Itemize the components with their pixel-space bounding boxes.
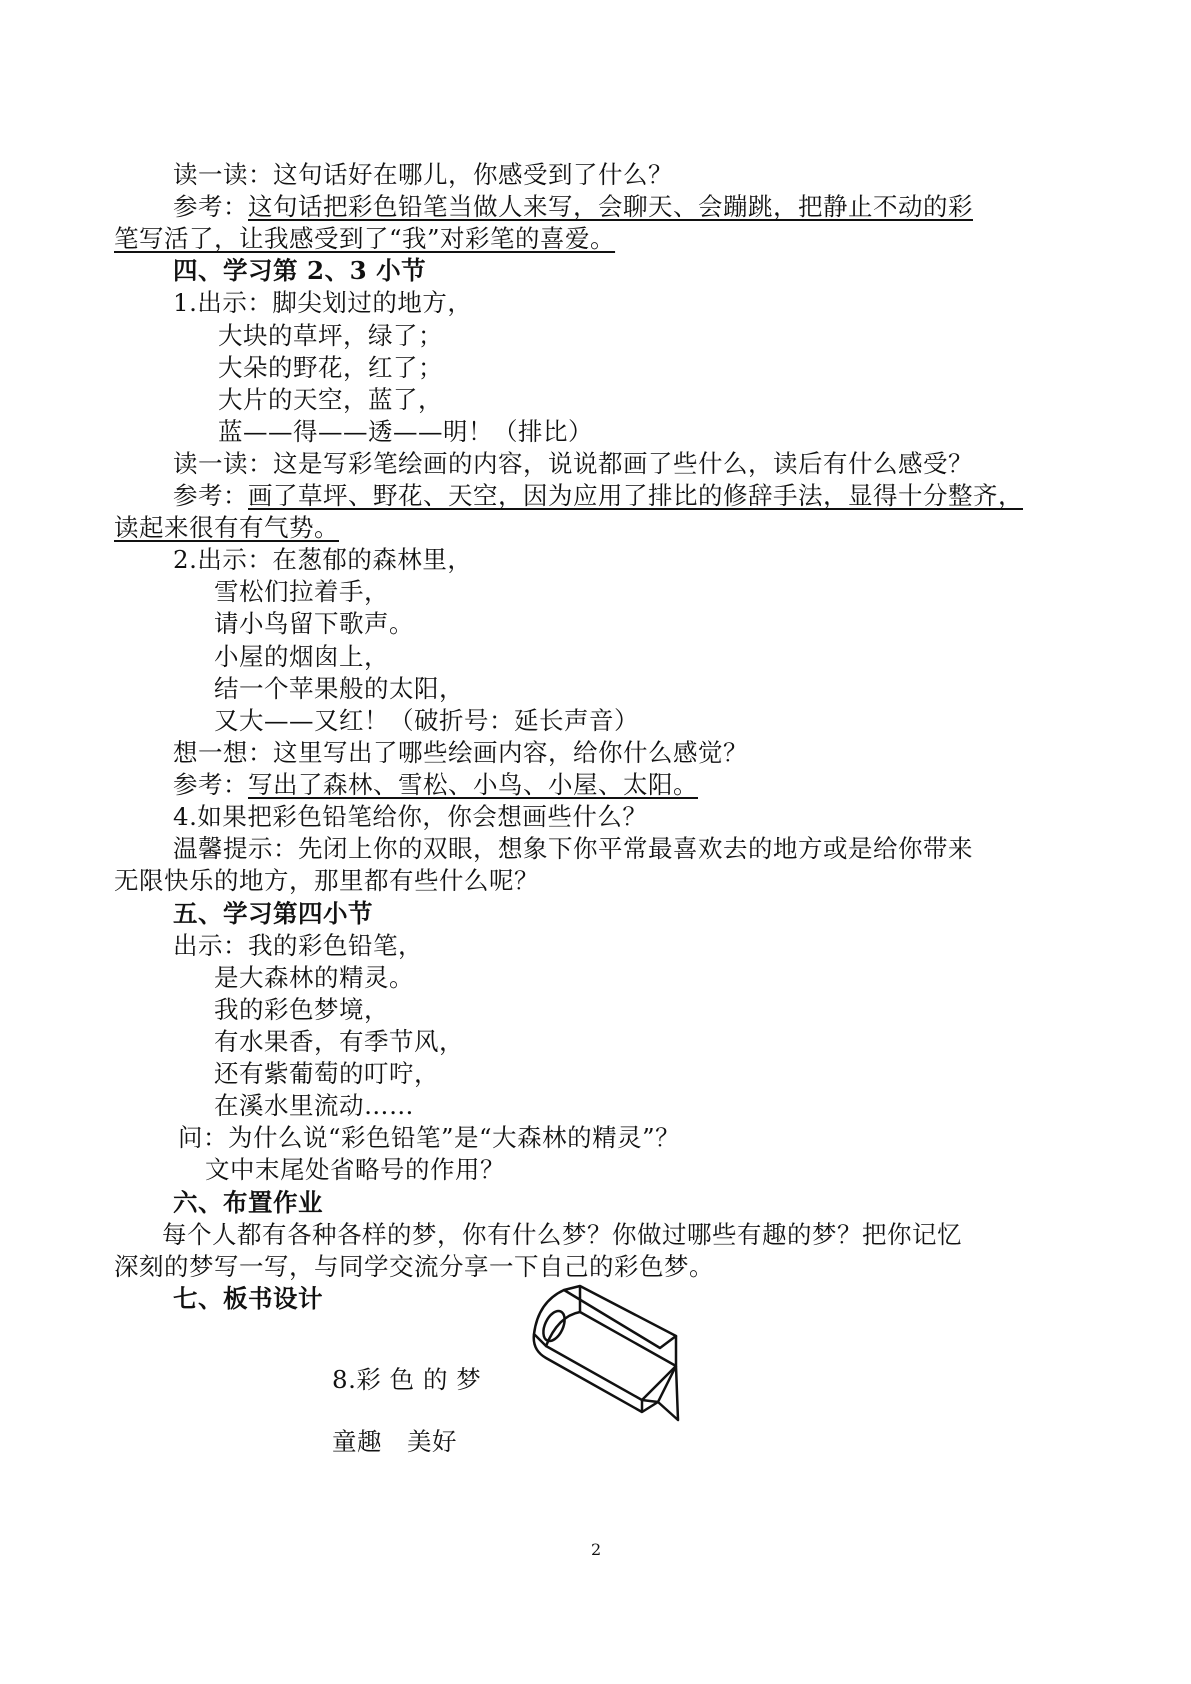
line-homework: 每个人都有各种各样的梦，你有什么梦？你做过哪些有趣的梦？把你记忆: [162, 1220, 962, 1249]
ref-answer: 写出了森林、雪松、小鸟、小屋、太阳。: [248, 770, 698, 799]
line-ask-cont: 文中末尾处省略号的作用？: [205, 1155, 505, 1184]
poem-line: 我的彩色梦境，: [214, 995, 389, 1024]
line-ask: 问：为什么说“彩色铅笔”是“大森林的精灵”？: [178, 1123, 681, 1152]
ref-label: 参考：: [173, 481, 248, 510]
pencil-icon: [528, 1282, 698, 1422]
line-ref-1-cont: 笔写活了，让我感受到了“我”对彩笔的喜爱。: [114, 224, 616, 253]
poem-line: 雪松们拉着手，: [214, 577, 389, 606]
line-ref-1: [173, 190, 973, 224]
poem-line: 结一个苹果般的太阳，: [214, 674, 464, 703]
section-heading-6: 六、布置作业: [173, 1188, 323, 1217]
board-keywords: 童趣 美好: [332, 1427, 457, 1456]
line-ref-3: [173, 768, 698, 802]
poem-line: 大块的草坪，绿了；: [218, 321, 443, 350]
line-show-3: 出示：我的彩色铅笔，: [173, 931, 423, 960]
ref-answer: 画了草坪、野花、天空，因为应用了排比的修辞手法，显得十分整齐，: [248, 481, 1023, 510]
poem-line: 小屋的烟囱上，: [214, 642, 389, 671]
line-show-1: 1.出示：脚尖划过的地方，: [173, 288, 473, 317]
poem-line: 又大——又红！（破折号：延长声音）: [214, 706, 639, 735]
poem-line: 还有紫葡萄的叮咛，: [214, 1059, 439, 1088]
line-read-1: 读一读：这句话好在哪儿，你感受到了什么？: [173, 160, 673, 189]
line-homework-cont: 深刻的梦写一写，与同学交流分享一下自己的彩色梦。: [114, 1252, 714, 1281]
line-ref-2: [173, 479, 1023, 513]
poem-line: 在溪水里流动……: [214, 1091, 414, 1120]
ref-label: 参考：: [173, 192, 248, 221]
poem-line: 是大森林的精灵。: [214, 963, 414, 992]
ref-label: 参考：: [173, 770, 248, 799]
line-question-4: 4.如果把彩色铅笔给你，你会想画些什么？: [173, 802, 648, 831]
poem-line: 大片的天空，蓝了，: [218, 385, 443, 414]
line-show-2: 2.出示：在葱郁的森林里，: [173, 545, 473, 574]
section-heading-5: 五、学习第四小节: [173, 899, 373, 928]
line-tip: 温馨提示：先闭上你的双眼，想象下你平常最喜欢去的地方或是给你带来: [173, 834, 973, 863]
poem-line: 蓝——得——透——明！（排比）: [218, 417, 593, 446]
ref-answer: 这句话把彩色铅笔当做人来写，会聊天、会蹦跳，把静止不动的彩: [248, 192, 973, 221]
section-heading-4: 四、学习第 2、3 小节: [173, 256, 427, 285]
poem-line: 请小鸟留下歌声。: [214, 609, 414, 638]
poem-line: 有水果香，有季节风，: [214, 1027, 464, 1056]
poem-line: 大朵的野花，红了；: [218, 353, 443, 382]
line-tip-cont: 无限快乐的地方，那里都有些什么呢？: [114, 866, 539, 895]
page-number: 2: [591, 1540, 602, 1559]
line-think: 想一想：这里写出了哪些绘画内容，给你什么感觉？: [173, 738, 748, 767]
section-heading-7: 七、板书设计: [173, 1284, 323, 1313]
line-ref-2-cont: 读起来很有有气势。: [114, 513, 339, 542]
board-title: 8.彩 色 的 梦: [332, 1365, 482, 1394]
line-read-2: 读一读：这是写彩笔绘画的内容，说说都画了些什么，读后有什么感受？: [173, 449, 973, 478]
